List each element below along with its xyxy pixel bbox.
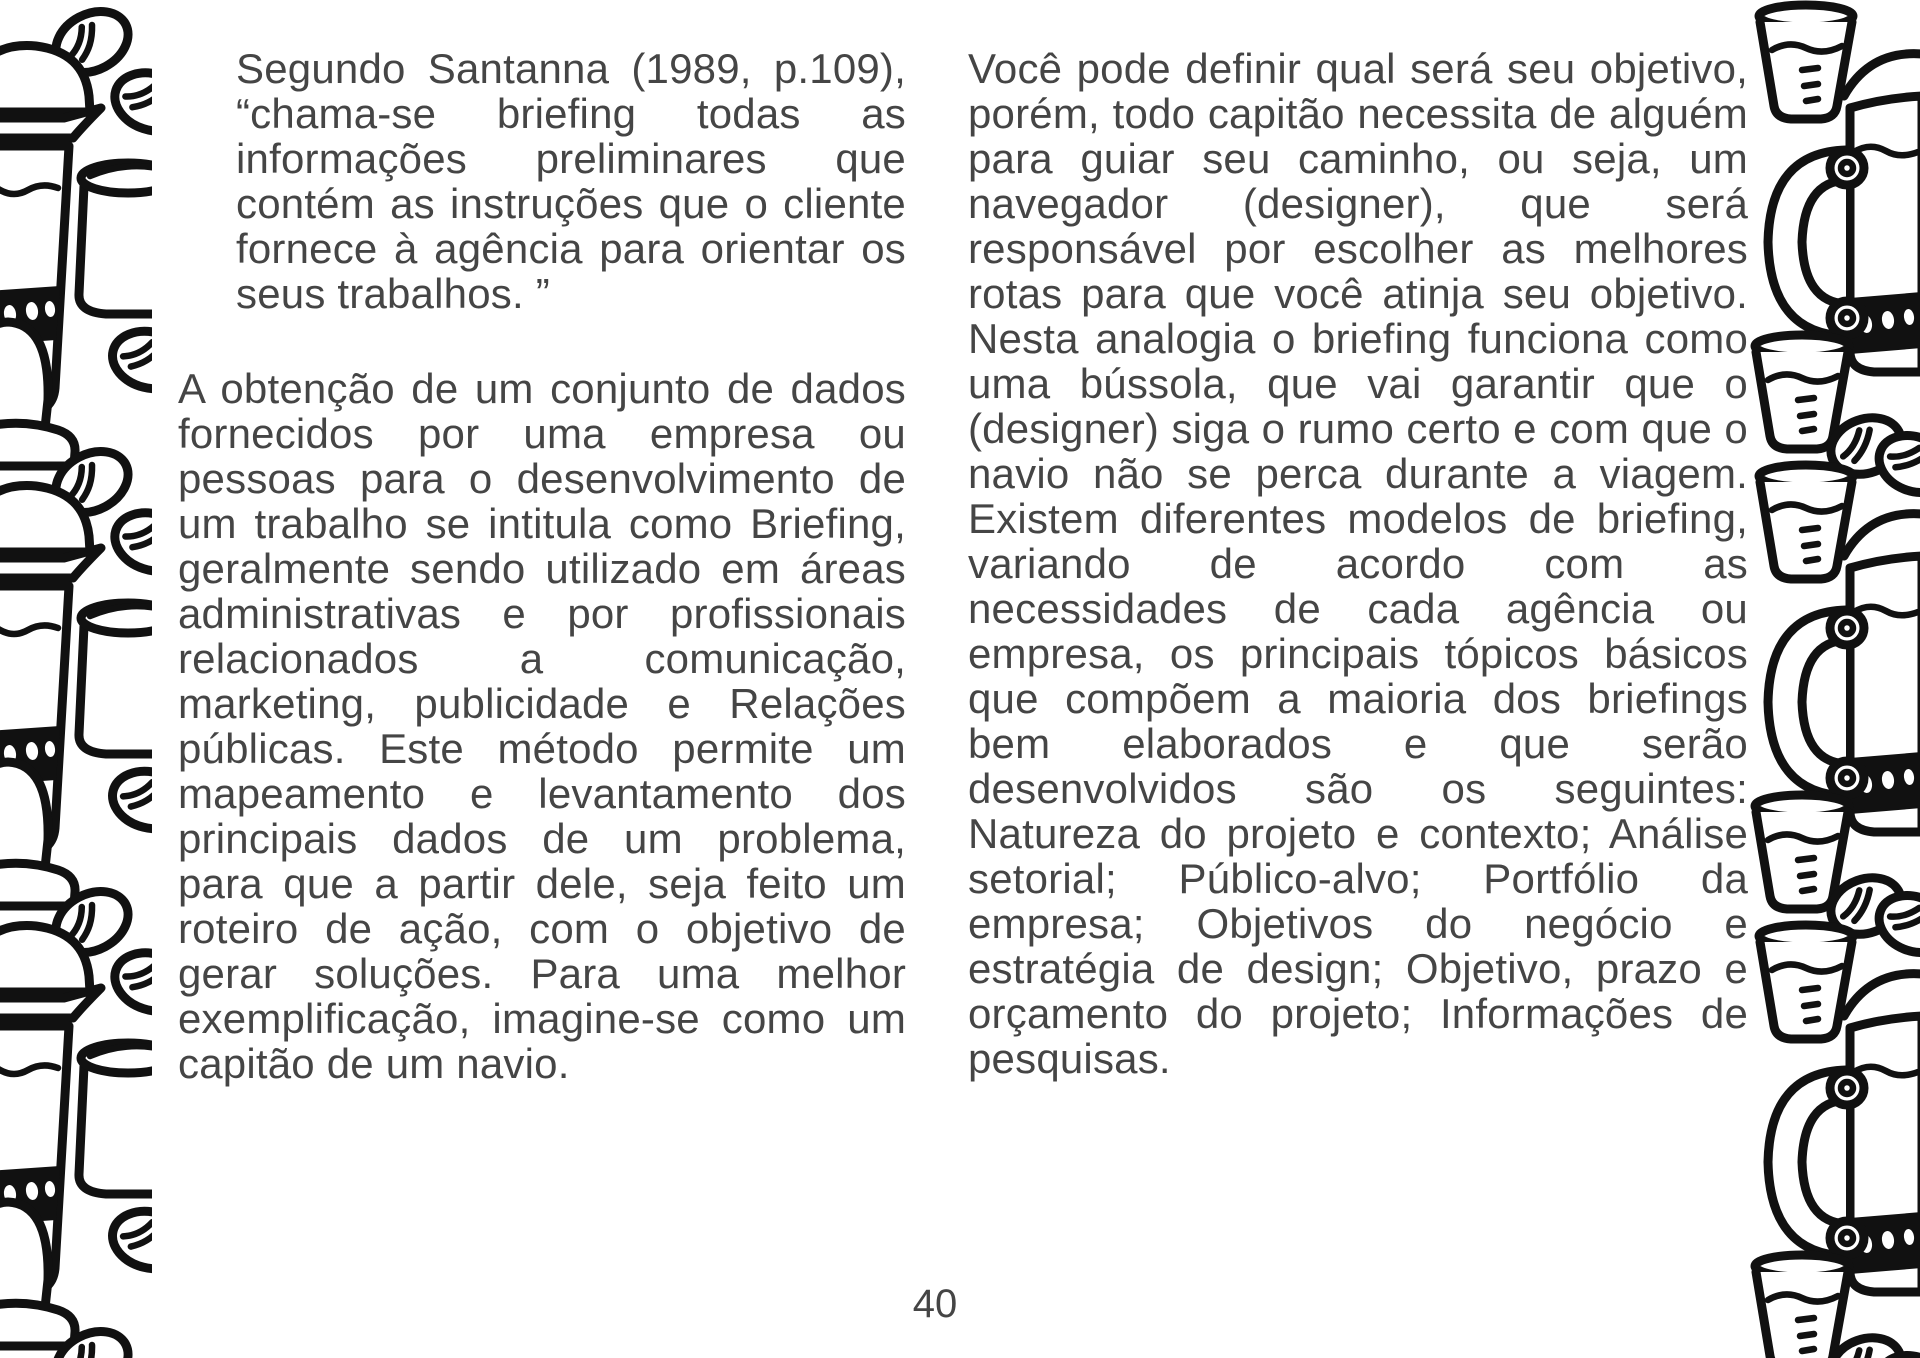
quote-paragraph: Segundo Santanna (1989, p.109), “chama-se briefing todas as informações preliminares que contém as instruções que o cliente fornece à agência para orientar os seus trabalhos. ” xyxy=(236,45,906,317)
left-body-paragraph: A obtenção de um conjunto de dados fornecidos por uma empresa ou pessoas para o desenvolvimento de um trabalho se intitula como Briefing, geralmente sendo utilizado em áreas administrativas e por profissionais relacionados a comunicação, marketing, publicidade e Relações públicas. Este método permite um mapeamento e levantamento dos principais dados de um problema, para que a partir dele, seja feito um roteiro de ação, com o objetivo de gerar soluções. Para uma melhor exemplificação, imagine-se como um capitão de um navio. xyxy=(178,365,906,1087)
right-decorative-border xyxy=(1748,0,1920,1358)
right-body-paragraph: Você pode definir qual será seu objetivo, porém, todo capitão necessita de alguém para guiar seu caminho, ou seja, um navegador (designer), que será responsável por escolher as melhores rotas para que você atinja seu objetivo. Nesta analogia o briefing funciona como uma bússola, que vai garantir que o (designer) siga o rumo certo e com que o navio não se perca durante a viagem. Existem diferentes modelos de briefing, variando de acordo com as necessidades de cada agência ou empresa, os principais tópicos básicos que compõem a maioria dos briefings bem elaborados e que serão desenvolvidos são os seguintes: Natureza do projeto e contexto; Análise setorial; Público-alvo; Portfólio da empresa; Objetivos do negócio e estratégia de design; Objetivo, prazo e orçamento do projeto; Informações de pesquisas. xyxy=(968,45,1748,1082)
page-content xyxy=(178,46,1748,1086)
left-decorative-border xyxy=(0,0,152,1358)
right-text-column xyxy=(968,46,1748,1086)
page-number: 40 xyxy=(912,1282,958,1326)
left-text-column xyxy=(178,46,906,1086)
coffee-doodle-strip-left xyxy=(0,0,152,1358)
coffee-doodle-strip-right xyxy=(1748,0,1920,1358)
